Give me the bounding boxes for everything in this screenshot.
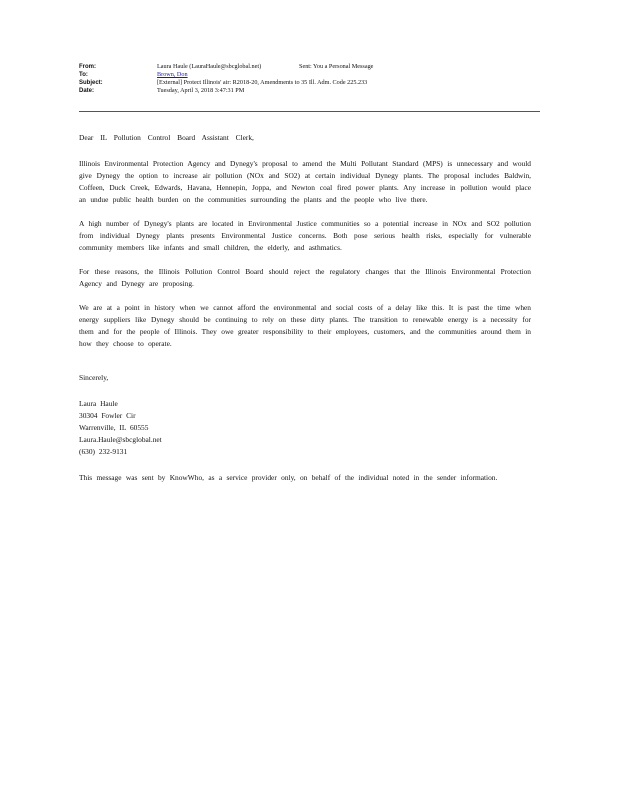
letter-body <box>79 132 531 484</box>
subject-value: [External] Protect Illinois' air: R2018-20, Amendments to 35 Ill. Adm. Code 225.233 <box>157 79 368 86</box>
header-subject-row <box>79 79 539 87</box>
signature-street: 30304 Fowler Cir <box>79 411 136 420</box>
paragraph: A high number of Dynegy's plants are located in Environmental Justice communities so a potential increase in NOx and SO2 pollution from individual Dynegy plants presents Environmental Justice concerns. Both pose serious health risks, especially for vulnerable community members like infants and small children, the elderly, and asthmatics. <box>79 219 531 252</box>
signature-city: Warrenville, IL 60555 <box>79 423 149 432</box>
date-label: Date: <box>79 88 95 94</box>
signature-block <box>79 398 531 458</box>
paragraph: We are at a point in history when we cannot afford the environmental and social costs of a delay like this. It is past the time when energy suppliers like Dynegy should be continuing to rely on these dirty plants. The transition to renewable energy is a necessity for them and for the people of Illinois. They owe greater responsibility to their employees, customers, and the communities around them in how they choose to operate. <box>79 303 531 348</box>
to-recipient-link[interactable]: Brown, Don <box>157 71 188 78</box>
sent-label: Sent: You a Personal Message <box>299 63 374 70</box>
date-value: Tuesday, April 3, 2018 3:47:31 PM <box>157 87 245 94</box>
paragraph: For these reasons, the Illinois Pollution Control Board should reject the regulatory changes that the Illinois Environmental Protection Agency and Dynegy are proposing. <box>79 267 531 288</box>
from-label: From: <box>79 64 96 70</box>
header-divider <box>79 111 540 112</box>
subject-label: Subject: <box>79 80 103 86</box>
header-date-row <box>79 87 539 95</box>
salutation: Dear IL Pollution Control Board Assistant Clerk, <box>79 133 254 142</box>
signature-phone: (630) 232-9131 <box>79 447 128 456</box>
from-value: Laura Haule (LauraHaule@sbcglobal.net) <box>157 63 262 70</box>
signoff: Sincerely, <box>79 373 109 382</box>
to-label: To: <box>79 72 88 78</box>
header-to-row <box>79 71 539 79</box>
email-header <box>79 63 539 95</box>
footer-disclaimer: This message was sent by KnowWho, as a service provider only, on behalf of the individual noted in the sender information. <box>79 473 498 482</box>
signature-name: Laura Haule <box>79 399 118 408</box>
header-from-row <box>79 63 539 71</box>
signature-email: Laura.Haule@sbcglobal.net <box>79 435 162 444</box>
paragraph: Illinois Environmental Protection Agency and Dynegy's proposal to amend the Multi Pollutant Standard (MPS) is unnecessary and would give Dynegy the option to increase air pollution (NOx and SO2) at certain individual Dynegy plants. The proposal includes Baldwin, Coffeen, Duck Creek, Edwards, Havana, Hennepin, Joppa, and Newton coal fired power plants. Any increase in pollution would place an undue public health burden on the communities surrounding the plants and the people who live there. <box>79 159 531 204</box>
